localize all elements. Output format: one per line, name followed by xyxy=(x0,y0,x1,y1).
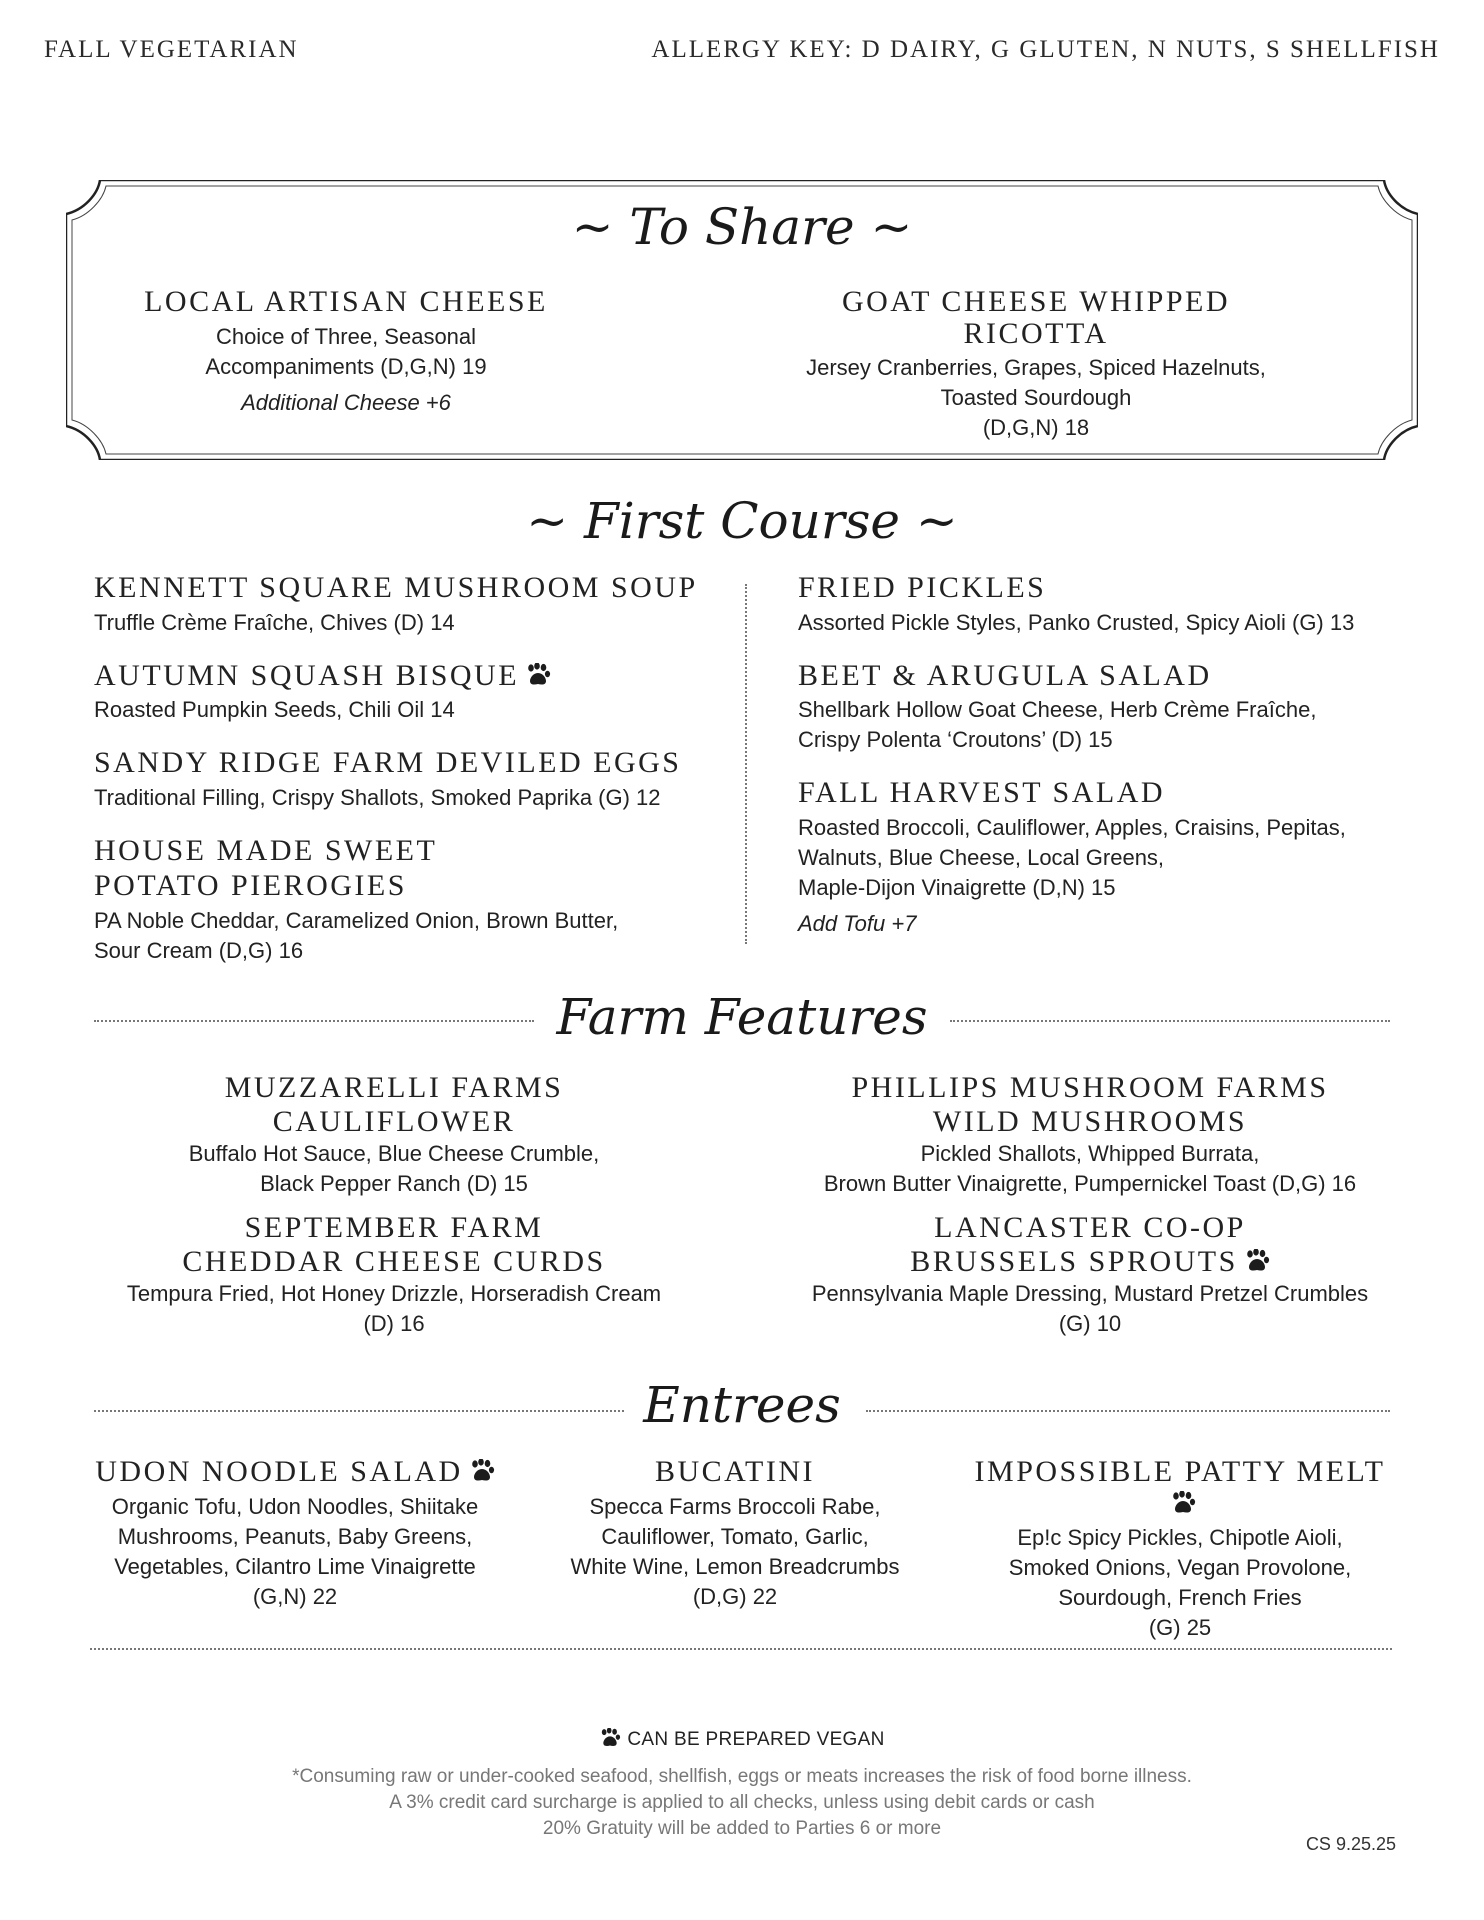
item-name: SANDY RIDGE FARM DEVILED EGGS xyxy=(94,746,682,779)
item-name: IMPOSSIBLE PATTY MELT xyxy=(974,1455,1386,1488)
first-course-right-column xyxy=(798,572,1418,959)
item-desc-line: Buffalo Hot Sauce, Blue Cheese Crumble, xyxy=(188,1141,600,1166)
to-share-title: ~ To Share ~ xyxy=(571,198,913,256)
disclaimer xyxy=(0,1764,1484,1842)
first-course-left-column xyxy=(94,572,734,988)
item-desc-line: Sourdough, French Fries xyxy=(1058,1585,1302,1610)
item-name: SEPTEMBER FARM xyxy=(244,1211,544,1244)
disclaimer-line: *Consuming raw or under-cooked seafood, shellfish, eggs or meats increases the risk of food borne illness. xyxy=(292,1766,1192,1787)
item-desc-line: (D,G,N) 18 xyxy=(982,415,1090,440)
item-name: LOCAL ARTISAN CHEESE xyxy=(144,285,548,318)
item-desc-line: Pickled Shallots, Whipped Burrata, xyxy=(920,1141,1260,1166)
section-divider xyxy=(90,1648,1392,1650)
item-name: FRIED PICKLES xyxy=(798,571,1047,604)
item-desc-line: Smoked Onions, Vegan Provolone, xyxy=(1008,1555,1352,1580)
item-desc-line: Crispy Polenta ‘Croutons’ (D) 15 xyxy=(798,727,1113,752)
item-desc-line: Choice of Three, Seasonal xyxy=(215,323,477,349)
item-name: MUZZARELLI FARMS xyxy=(224,1071,564,1104)
item-desc-line: Pennsylvania Maple Dressing, Mustard Pretzel Crumbles xyxy=(811,1281,1369,1306)
item-desc-line: Toasted Sourdough xyxy=(940,385,1132,410)
menu-item xyxy=(780,1212,1400,1339)
item-desc-line: (G) 25 xyxy=(1148,1615,1212,1640)
menu-item xyxy=(960,1456,1400,1643)
item-name: KENNETT SQUARE MUSHROOM SOUP xyxy=(94,571,698,604)
farm-features-title: Farm Features xyxy=(556,988,928,1046)
item-name: GOAT CHEESE WHIPPED RICOTTA xyxy=(841,285,1231,350)
section-divider xyxy=(866,1410,1390,1412)
paw-icon xyxy=(525,663,551,687)
item-desc-line: Brown Butter Vinaigrette, Pumpernickel Toast (D,G) 16 xyxy=(823,1171,1357,1196)
item-desc-line: (D) 16 xyxy=(363,1311,425,1336)
item-desc-line: Assorted Pickle Styles, Panko Crusted, Spicy Aioli (G) 13 xyxy=(798,609,1355,635)
menu-item xyxy=(94,1212,694,1339)
menu-item xyxy=(540,1456,930,1612)
section-divider xyxy=(950,1020,1390,1022)
item-name: CAULIFLOWER xyxy=(272,1104,516,1138)
menu-item xyxy=(80,1456,510,1612)
item-desc-line: (G) 10 xyxy=(1058,1311,1122,1336)
menu-name: FALL VEGETARIAN xyxy=(44,36,299,63)
item-desc-line: Shellbark Hollow Goat Cheese, Herb Crème Fraîche, xyxy=(798,697,1317,722)
item-name: BUCATINI xyxy=(655,1455,815,1488)
item-desc-line: Black Pepper Ranch (D) 15 xyxy=(260,1171,528,1196)
menu-item xyxy=(798,660,1418,756)
item-desc-line: Specca Farms Broccoli Rabe, xyxy=(589,1493,881,1519)
item-desc-line: Roasted Broccoli, Cauliflower, Apples, Craisins, Pepitas, xyxy=(798,814,1346,840)
item-desc-line: Sour Cream (D,G) 16 xyxy=(94,937,304,963)
item-desc-line: Organic Tofu, Udon Noodles, Shiitake xyxy=(111,1493,479,1519)
menu-item xyxy=(94,747,734,813)
menu-item xyxy=(798,777,1418,937)
item-desc-line: Truffle Crème Fraîche, Chives (D) 14 xyxy=(94,609,455,635)
column-divider xyxy=(745,584,747,944)
item-desc-line: Maple-Dijon Vinaigrette (D,N) 15 xyxy=(798,874,1116,900)
item-desc-line: Jersey Cranberries, Grapes, Spiced Hazelnuts, xyxy=(806,355,1266,380)
menu-version-code: CS 9.25.25 xyxy=(1305,1834,1396,1854)
item-name: FALL HARVEST SALAD xyxy=(798,776,1166,809)
item-desc-line: Mushrooms, Peanuts, Baby Greens, xyxy=(117,1523,473,1549)
menu-item xyxy=(798,572,1418,638)
disclaimer-line: A 3% credit card surcharge is applied to all checks, unless using debit cards or cash xyxy=(389,1792,1095,1813)
to-share-section xyxy=(66,180,1418,460)
menu-item xyxy=(94,572,734,638)
item-desc-line: PA Noble Cheddar, Caramelized Onion, Brown Butter, xyxy=(94,907,619,933)
menu-item xyxy=(94,660,734,726)
item-name: AUTUMN SQUASH BISQUE xyxy=(94,658,520,692)
item-name: POTATO PIEROGIES xyxy=(94,869,407,902)
item-desc-line: (G,N) 22 xyxy=(252,1583,338,1609)
menu-item xyxy=(780,1072,1400,1199)
paw-icon xyxy=(469,1459,495,1483)
item-desc-line: Walnuts, Blue Cheese, Local Greens, xyxy=(798,844,1165,870)
item-note: Add Tofu +7 xyxy=(798,910,917,936)
menu-item xyxy=(94,835,734,966)
share-item-goat-cheese-ricotta xyxy=(766,286,1306,443)
disclaimer-line: 20% Gratuity will be added to Parties 6 or more xyxy=(542,1818,942,1839)
item-name: HOUSE MADE SWEET xyxy=(94,833,438,867)
item-desc-line: Tempura Fried, Hot Honey Drizzle, Horseradish Cream xyxy=(126,1281,662,1306)
item-name: BRUSSELS SPROUTS xyxy=(910,1244,1238,1278)
entrees-title: Entrees xyxy=(643,1376,841,1434)
item-desc-line: Traditional Filling, Crispy Shallots, Smoked Paprika (G) 12 xyxy=(94,784,661,810)
item-desc-line: (D,G) 22 xyxy=(692,1583,778,1609)
first-course-title: ~ First Course ~ xyxy=(526,492,958,550)
item-desc-line: White Wine, Lemon Breadcrumbs xyxy=(570,1553,900,1579)
item-name: WILD MUSHROOMS xyxy=(932,1104,1248,1138)
vegan-legend-label: CAN BE PREPARED VEGAN xyxy=(627,1729,885,1750)
item-note: Additional Cheese +6 xyxy=(241,389,451,415)
item-desc-line: Accompaniments (D,G,N) 19 xyxy=(205,353,487,379)
item-name: BEET & ARUGULA SALAD xyxy=(798,658,1212,692)
paw-icon xyxy=(599,1728,621,1748)
item-name: UDON NOODLE SALAD xyxy=(95,1455,463,1488)
vegan-legend xyxy=(0,1728,1484,1751)
item-desc-line: Cauliflower, Tomato, Garlic, xyxy=(601,1523,869,1549)
item-desc-line: Roasted Pumpkin Seeds, Chili Oil 14 xyxy=(94,697,455,722)
paw-icon xyxy=(1170,1491,1196,1515)
item-name: CHEDDAR CHEESE CURDS xyxy=(182,1244,606,1278)
item-desc-line: Ep!c Spicy Pickles, Chipotle Aioli, xyxy=(1017,1525,1343,1550)
share-item-local-artisan-cheese xyxy=(106,286,586,416)
item-name: LANCASTER CO-OP xyxy=(934,1211,1246,1244)
item-name: PHILLIPS MUSHROOM FARMS xyxy=(851,1071,1329,1104)
item-desc-line: Vegetables, Cilantro Lime Vinaigrette xyxy=(114,1553,476,1579)
menu-item xyxy=(94,1072,694,1199)
paw-icon xyxy=(1244,1249,1270,1273)
allergy-key: ALLERGY KEY: D DAIRY, G GLUTEN, N NUTS, S SHELLFISH xyxy=(651,36,1440,63)
